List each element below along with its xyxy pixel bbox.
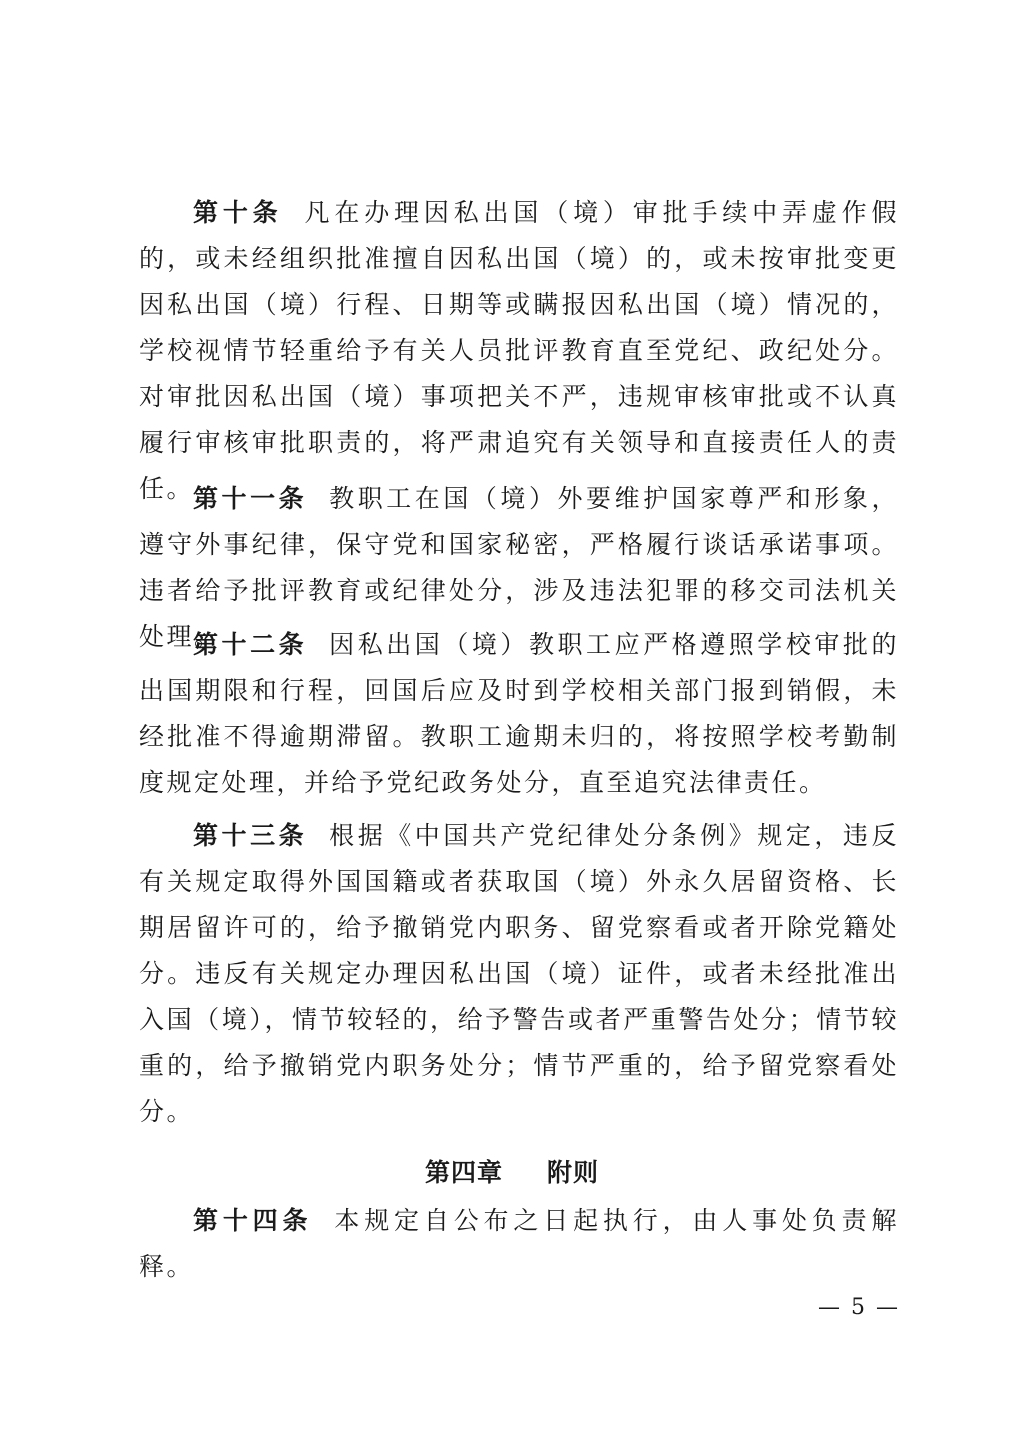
article-13-text: 根据《中国共产党纪律处分条例》规定，违反有关规定取得外国国籍或者获取国（境）外永久居留资格、长期居留许可的，给予撤销党内职务、留党察看或者开除党籍处分。违反有关规定办理因私出国（境）证件，或者未经批准出入国（境），情节较轻的，给予警告或者严重警告处分；情节较重的，给予撤销党内职务处分；情节严重的，给予留党察看处分。 [139,821,899,1126]
page-number: — 5 — [818,1295,900,1320]
article-12-text: 因私出国（境）教职工应严格遵照学校审批的出国期限和行程，回国后应及时到学校相关部门报到销假，未经批准不得逾期滞留。教职工逾期未归的，将按照学校考勤制度规定处理，并给予党纪政务处分，直至追究法律责任。 [139,630,899,797]
article-10-text: 凡在办理因私出国（境）审批手续中弄虚作假的，或未经组织批准擅自因私出国（境）的，或未按审批变更因私出国（境）行程、日期等或瞒报因私出国（境）情况的，学校视情节轻重给予有关人员批评教育直至党纪、政纪处分。对审批因私出国（境）事项把关不严，违规审核审批或不认真履行审核审批职责的，将严肃追究有关领导和直接责任人的责任。 [139,198,899,503]
article-14 [139,1198,899,1290]
article-12-label: 第十二条 [193,630,308,659]
article-10 [139,190,899,512]
chapter-name: 附则 [547,1158,600,1187]
article-13-label: 第十三条 [193,821,308,850]
chapter-number: 第四章 [424,1158,503,1187]
article-14-label: 第十四条 [193,1206,313,1235]
article-10-label: 第十条 [193,198,283,227]
article-11-label: 第十一条 [193,484,308,513]
chapter-heading [0,1150,1024,1196]
article-13 [139,813,899,1135]
article-14-text: 本规定自公布之日起执行，由人事处负责解释。 [139,1206,899,1281]
article-12 [139,622,899,806]
article-11-text: 教职工在国（境）外要维护国家尊严和形象，遵守外事纪律，保守党和国家秘密，严格履行谈话承诺事项。违者给予批评教育或纪律处分，涉及违法犯罪的移交司法机关处理。 [139,484,899,651]
